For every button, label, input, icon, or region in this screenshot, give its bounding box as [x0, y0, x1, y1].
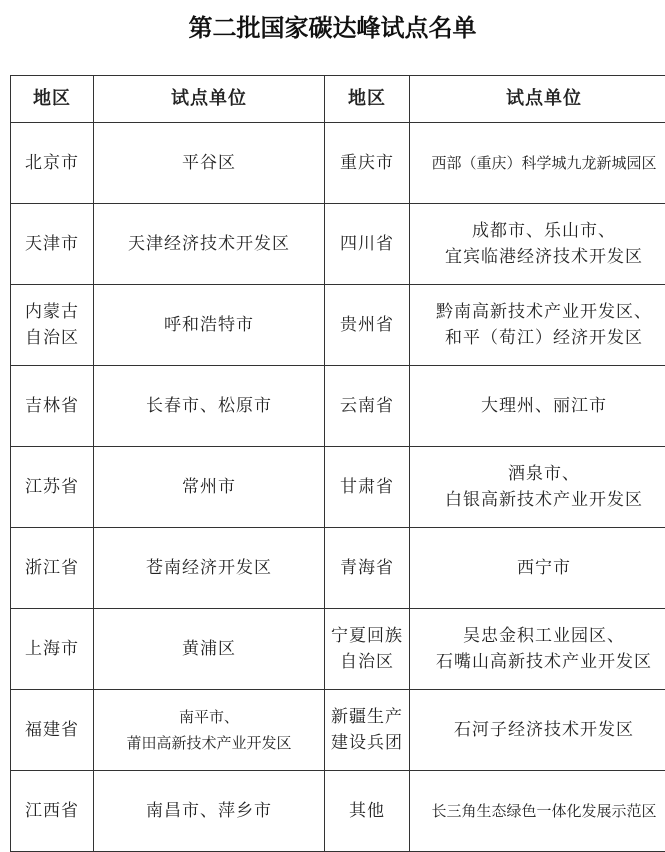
region-right-cell: 新疆生产 建设兵团 — [325, 690, 410, 771]
header-unit-right: 试点单位 — [410, 76, 665, 123]
region-left-cell: 天津市 — [11, 204, 94, 285]
table-row — [11, 771, 665, 852]
unit-left-cell: 苍南经济开发区 — [94, 528, 325, 609]
unit-right-cell: 石河子经济技术开发区 — [410, 690, 665, 771]
table-row — [11, 528, 665, 609]
unit-left-cell: 天津经济技术开发区 — [94, 204, 325, 285]
pilot-list-table — [10, 75, 665, 852]
unit-right-cell: 大理州、丽江市 — [410, 366, 665, 447]
region-right-cell: 贵州省 — [325, 285, 410, 366]
header-region-left: 地区 — [11, 76, 94, 123]
region-left-cell: 内蒙古 自治区 — [11, 285, 94, 366]
region-left-cell: 北京市 — [11, 123, 94, 204]
unit-left-cell: 黄浦区 — [94, 609, 325, 690]
region-right-cell: 云南省 — [325, 366, 410, 447]
region-right-cell: 其他 — [325, 771, 410, 852]
region-right-cell: 重庆市 — [325, 123, 410, 204]
region-left-cell: 浙江省 — [11, 528, 94, 609]
unit-left-cell: 常州市 — [94, 447, 325, 528]
table-header-row — [11, 76, 665, 123]
region-left-cell: 吉林省 — [11, 366, 94, 447]
unit-right-cell: 吴忠金积工业园区、 石嘴山高新技术产业开发区 — [410, 609, 665, 690]
unit-right-cell: 长三角生态绿色一体化发展示范区 — [410, 771, 665, 852]
table-row — [11, 123, 665, 204]
document-title: 第二批国家碳达峰试点名单 — [0, 0, 665, 50]
unit-left-cell: 南平市、 莆田高新技术产业开发区 — [94, 690, 325, 771]
table-row — [11, 366, 665, 447]
unit-left-cell: 平谷区 — [94, 123, 325, 204]
region-left-cell: 江苏省 — [11, 447, 94, 528]
unit-right-cell: 酒泉市、 白银高新技术产业开发区 — [410, 447, 665, 528]
unit-right-cell: 黔南高新技术产业开发区、 和平（荀江）经济开发区 — [410, 285, 665, 366]
unit-right-cell: 成都市、乐山市、 宜宾临港经济技术开发区 — [410, 204, 665, 285]
header-unit-left: 试点单位 — [94, 76, 325, 123]
region-left-cell: 江西省 — [11, 771, 94, 852]
unit-left-cell: 长春市、松原市 — [94, 366, 325, 447]
unit-left-cell: 南昌市、萍乡市 — [94, 771, 325, 852]
unit-left-cell: 呼和浩特市 — [94, 285, 325, 366]
table-row — [11, 609, 665, 690]
table-row — [11, 204, 665, 285]
region-left-cell: 上海市 — [11, 609, 94, 690]
table-row — [11, 447, 665, 528]
header-region-right: 地区 — [325, 76, 410, 123]
table-row — [11, 690, 665, 771]
unit-right-cell: 西宁市 — [410, 528, 665, 609]
unit-right-cell: 西部（重庆）科学城九龙新城园区 — [410, 123, 665, 204]
region-right-cell: 宁夏回族 自治区 — [325, 609, 410, 690]
table-row — [11, 285, 665, 366]
region-left-cell: 福建省 — [11, 690, 94, 771]
region-right-cell: 四川省 — [325, 204, 410, 285]
region-right-cell: 青海省 — [325, 528, 410, 609]
region-right-cell: 甘肃省 — [325, 447, 410, 528]
